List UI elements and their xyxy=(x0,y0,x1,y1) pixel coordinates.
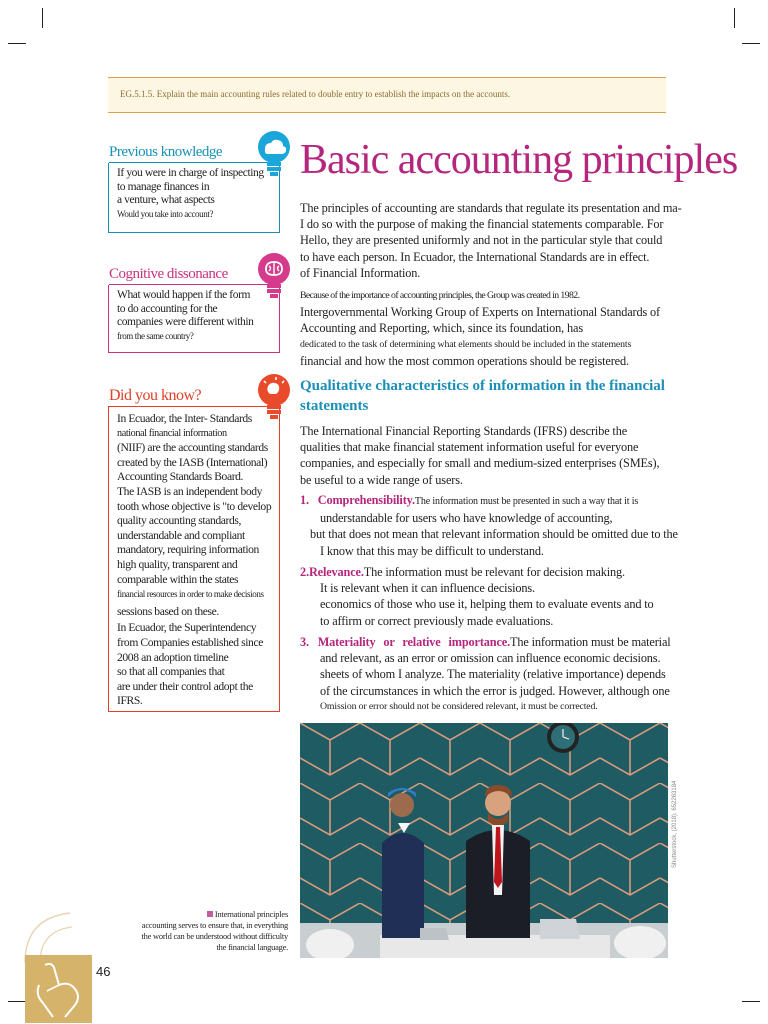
previous-knowledge-title: Previous knowledge xyxy=(109,144,222,161)
history-paragraph: Because of the importance of accounting principles, the Group was created in 1982. Intergovernmental Working Group of Experts on International Standards of Accounting and Reporting, which, since its foundation, has dedicated to the task of determining what elements should be included in the statements financial and how the most common operations should be registered. xyxy=(300,290,660,368)
crop-mark xyxy=(42,8,43,28)
crop-mark xyxy=(8,1001,26,1002)
did-you-know-title: Did you know? xyxy=(109,387,201,405)
hand-icon xyxy=(25,955,92,1023)
list-item-relevance: 2.Relevance.The information must be relevant for decision making. It is relevant when it can influence decisions. economics of those who use it, helping them to evaluate events and to to affirm or correct previously made evaluations. xyxy=(300,565,654,628)
previous-knowledge-box: If you were in charge of inspecting to manage finances in a venture, what aspects Would you take into account? xyxy=(108,163,280,233)
lightbulb-brain-icon xyxy=(254,251,294,301)
crop-mark xyxy=(8,43,26,44)
ifrs-paragraph: The International Financial Reporting Standards (IFRS) describe the qualities that make financial statement information useful for everyone companies, and especially for small and medium-sized enterprises (SMEs), be useful to a wide range of users. xyxy=(300,424,660,487)
office-meeting-illustration xyxy=(300,723,668,958)
page-number: 46 xyxy=(96,964,111,979)
crop-mark xyxy=(734,8,735,28)
objective-banner xyxy=(108,77,666,113)
lightbulb-cloud-icon xyxy=(254,129,294,179)
crop-mark xyxy=(742,43,760,44)
intro-paragraph: The principles of accounting are standards that regulate its presentation and ma- I do so with the purpose of making the financial statements comparable. For Hello, they are presented uniformly and not in the particular style that could to have each person. In Ecuador, the International Standards are in effect. of Financial Information. xyxy=(300,201,682,280)
photo-credit: Shutterstock, (2018). 652263184 xyxy=(672,780,678,868)
objective-text: EG.5.1.5. Explain the main accounting rules related to double entry to establish the impacts on the accounts. xyxy=(120,89,511,99)
list-item-materiality: 3. Materiality or relative importance.The information must be material and relevant, as an error or omission can influence economic decisions. sheets of whom I analyze. The materiality (relative importance) depends of the circumstances in which the error is judged. However, although one Omission or error should not be considered relevant, it must be corrected. xyxy=(300,635,671,712)
cognitive-dissonance-title: Cognitive dissonance xyxy=(109,266,228,283)
caption-bullet-square xyxy=(207,911,213,917)
cognitive-dissonance-box: What would happen if the form to do accounting for the companies were different within from the same country? xyxy=(108,285,280,353)
corner-hand-logo xyxy=(25,955,92,1023)
photo-caption: International principles accounting serves to ensure that, in everything the world can be understood without difficulty the financial language. xyxy=(141,910,288,952)
list-item-comprehensibility: 1. Comprehensibility.The information must be presented in such a way that it is understandable for users who have knowledge of accounting, but that does not mean that relevant information should be omitted due to the I know that this may be difficult to understand. xyxy=(300,493,678,558)
section-heading: Qualitative characteristics of information in the financial statements xyxy=(300,378,665,414)
lightbulb-idea-icon xyxy=(254,372,294,422)
did-you-know-box: In Ecuador, the Inter- Standards national financial information (NIIF) are the accounting standards created by the IASB (International) Accounting Standards Board. The IASB is an independent body tooth whose objective is "to develop quality accounting standards, understandable and compliant mandatory, requiring information high quality, transparent and comparable within the states financial resources in order to make decisions sessions based on these. In Ecuador, the Superintendency from Companies established since 2008 an adoption timeline so that all companies that are under their control adopt the IFRS. xyxy=(108,406,280,712)
page-title: Basic accounting principles xyxy=(300,137,738,183)
crop-mark xyxy=(742,1001,760,1002)
office-meeting-photo xyxy=(300,723,668,958)
